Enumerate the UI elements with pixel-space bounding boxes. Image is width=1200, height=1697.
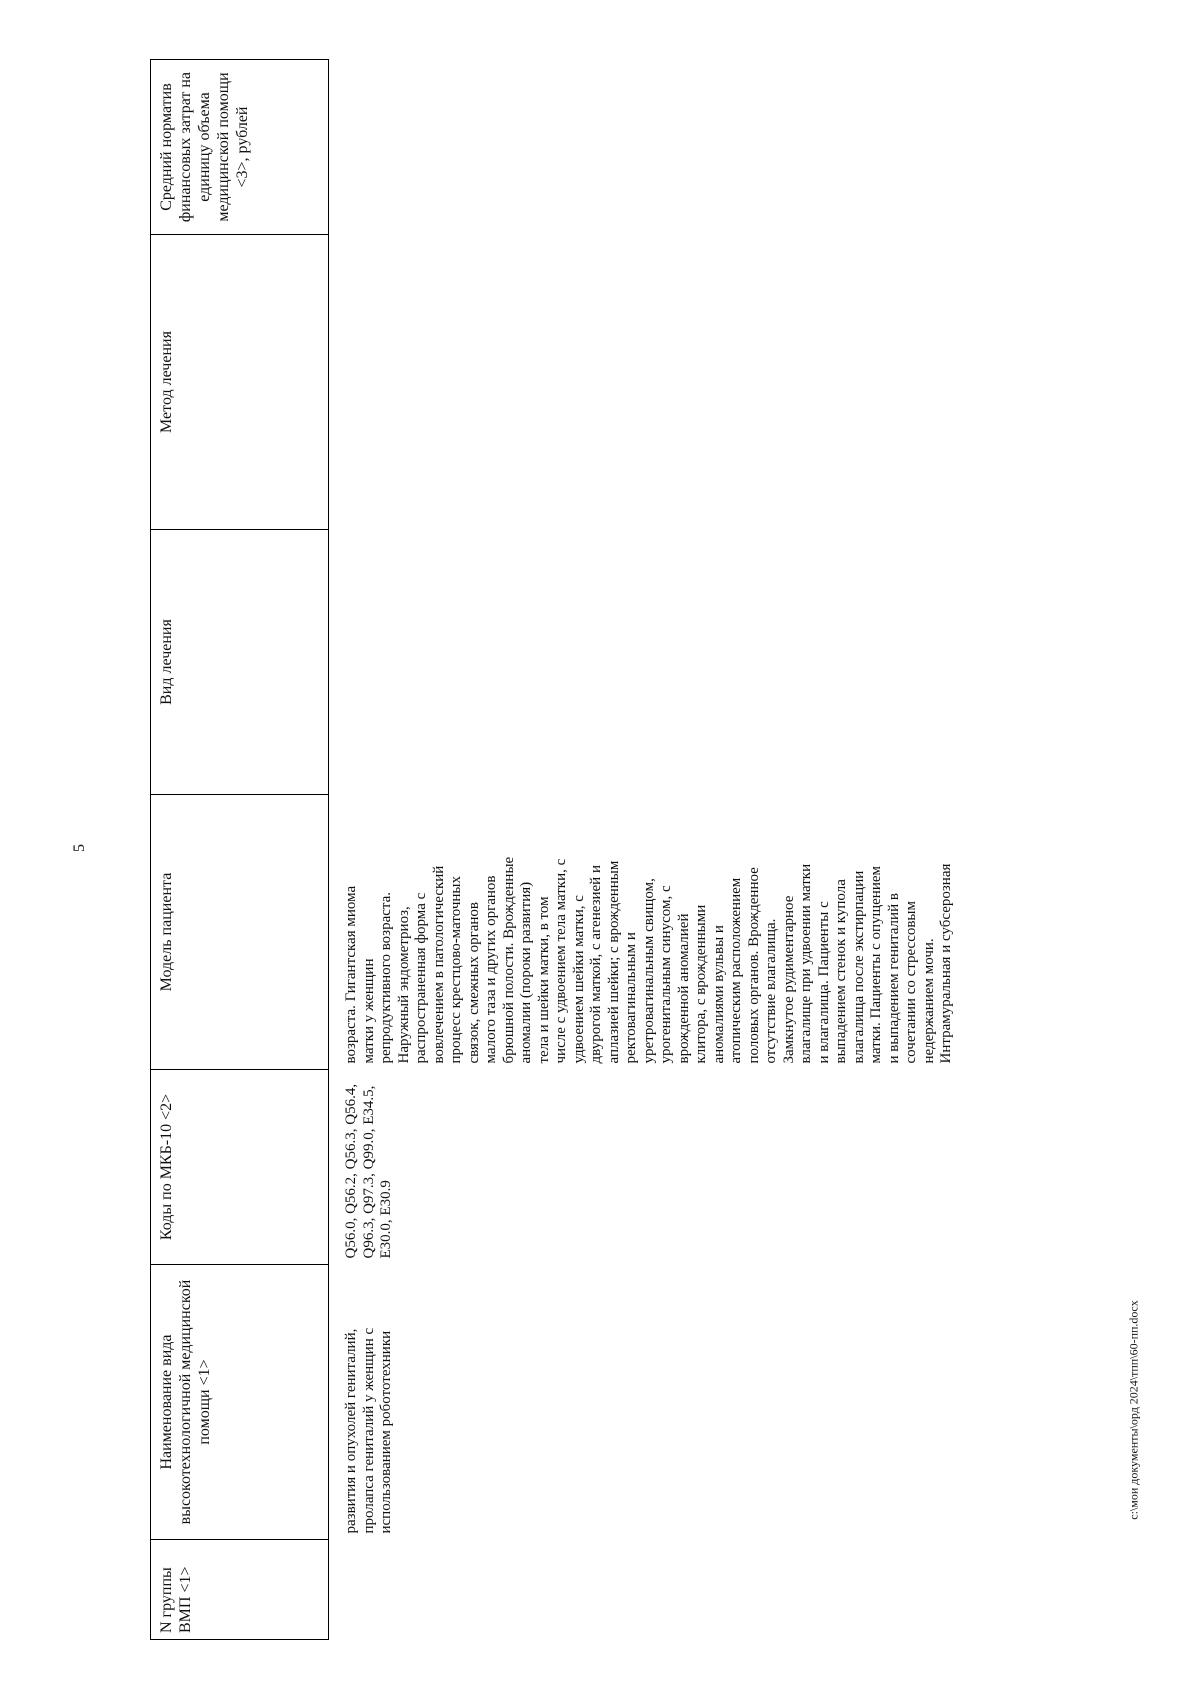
patient-model-line: сочетании со стрессовым [903, 900, 919, 1064]
patient-model-line: врожденной аномалией [675, 913, 692, 1064]
patient-model-line: уретровагинальным свищом, [640, 878, 657, 1064]
patient-model-line: отсутствие влагалища. [763, 918, 779, 1064]
patient-model-line: малого таза и других органов [483, 875, 499, 1064]
patient-model-line: матки. Пациенты с опущением [868, 866, 884, 1064]
patient-model-line: ректовагинальным и [623, 932, 639, 1064]
header-patient-model: Модель пациента [151, 795, 329, 1070]
patient-model-line: аплазией шейки; с врожденным [605, 860, 622, 1064]
patient-model-line: связок, смежных органов [465, 901, 482, 1064]
patient-model-line: Замкнутое рудиментарное [780, 895, 797, 1064]
header-treatment-type: Вид лечения [151, 530, 329, 795]
patient-model-line: клитора, с врожденными [693, 904, 709, 1064]
patient-model-line: процесс крестцово-маточных [448, 876, 464, 1064]
patient-model-line: и влагалища. Пациенты с [815, 901, 832, 1064]
header-vmp-name: Наименование вида высокотехнологичной медицинской помощи <1> [151, 1265, 329, 1540]
patient-model-line: атопическим расположением [728, 877, 744, 1064]
cell-avg-cost [329, 60, 956, 235]
patient-model-line: матки у женщин [360, 958, 377, 1064]
patient-model-line: удвоением шейки матки, с [570, 895, 587, 1064]
vmp-table [150, 59, 956, 1640]
patient-model-line: репродуктивного возраста. [378, 891, 394, 1064]
icd-codes-text: Q56.0, Q56.2, Q56.3, Q56.4, Q96.3, Q97.3, Q99.0, E34.5, E30.0, E30.9 [343, 1083, 394, 1259]
patient-model-line: влагалища после экстирпации [850, 870, 867, 1064]
patient-model-line: Интрамуральная и субсерозная [938, 863, 954, 1064]
cell-vmp-name [329, 1265, 956, 1540]
patient-model-line: распространенная форма с [413, 892, 429, 1064]
cell-icd-codes [329, 1070, 956, 1265]
table-row [329, 60, 956, 1640]
patient-model-line: числе с удвоением тела матки, с [553, 858, 569, 1064]
patient-model-line: недержанием мочи. [920, 938, 937, 1064]
vmp-name-text: развития и опухолей гениталий, пролапса гениталий у женщин с использованием робототехники [343, 1327, 394, 1534]
page-number: 5 [71, 844, 88, 852]
patient-model-text [343, 801, 956, 1064]
table-header-row [151, 60, 329, 1640]
patient-model-line: возраста. Гигантская миома [343, 885, 359, 1064]
header-avg-cost: Средний норматив финансовых затрат на единицу объема медицинской помощи <3>, рублей [151, 60, 329, 235]
patient-model-line: тела и шейки матки, в том [535, 896, 552, 1064]
patient-model-line: половых органов. Врожденное [745, 867, 762, 1064]
header-treatment-method: Метод лечения [151, 235, 329, 530]
cell-treatment-type [329, 530, 956, 795]
footer-file-path: c:\мои документы\орд 2024\тпп\60-пп.docx [1126, 1300, 1141, 1520]
patient-model-line: аномалии (пороки развития) [518, 881, 534, 1064]
patient-model-line: аномалиями вульвы и [710, 925, 727, 1064]
header-icd-codes: Коды по МКБ-10 <2> [151, 1070, 329, 1265]
patient-model-line: Наружный эндометриоз, [395, 906, 412, 1064]
patient-model-line: брюшной полости. Врожденные [500, 856, 517, 1064]
patient-model-line: урогенитальным синусом, с [658, 885, 674, 1064]
header-group-number: N группы ВМП <1> [151, 1540, 329, 1640]
cell-treatment-method [329, 235, 956, 530]
cell-patient-model [329, 795, 956, 1070]
landscape-page [150, 60, 954, 1640]
patient-model-line: и выпадением гениталий в [885, 893, 902, 1064]
patient-model-line: влагалище при удвоении матки [798, 863, 814, 1064]
patient-model-line: двурогой маткой, с агенезией и [588, 865, 604, 1064]
patient-model-line: вовлечением в патологический [430, 865, 447, 1064]
cell-group-number [329, 1540, 956, 1640]
patient-model-line: выпадением стенок и купола [833, 879, 849, 1064]
